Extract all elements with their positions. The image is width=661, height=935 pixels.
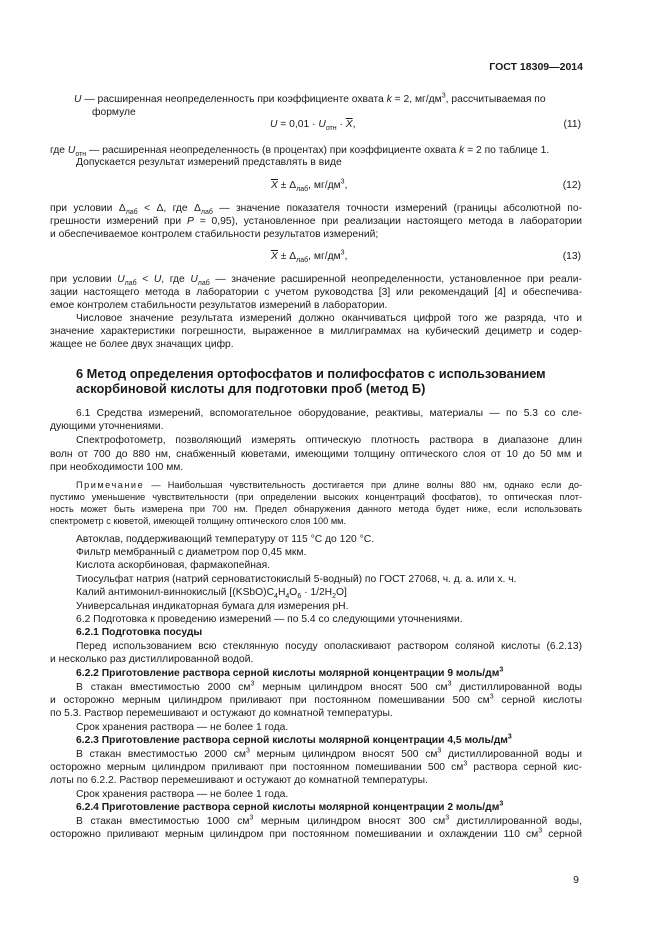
p622-title: 6.2.2 Приготовление раствора серной кислоты молярной концентрации 9 моль/$дм^3$: [76, 666, 504, 679]
filter: Фильтр мембранный с диаметром пор 0,45 мкм.: [76, 547, 307, 558]
section-6-heading-line1: 6 Метод определения ортофосфатов и полифосфатов с использованием: [76, 366, 546, 381]
p624-line2: осторожно приливают мерным цилиндром при постоянном помешивании и охлаждении 110 $см^3$ серной: [50, 827, 582, 840]
p623-line3: лоты по 6.2.2. Раствор перемешивают и остужают до комнатной температуры.: [50, 775, 428, 786]
para-13-line3: емое контролем стабильности результатов измерений в лаборатории.: [50, 300, 388, 311]
p623-storage: Срок хранения раствора — не более 1 года.: [76, 789, 289, 800]
formula-12: $\overline{X} \pm \Delta_{лаб}$, $мг/дм^3$,: [271, 178, 348, 194]
eq-number-12: (12): [562, 180, 581, 191]
p621-line1: Перед использованием всю стеклянную посуду ополаскивают раствором соляной кислоты (6.2.13): [76, 641, 582, 652]
p621-title: 6.2.1 Подготовка посуды: [76, 627, 203, 638]
eq-number-11: (11): [563, 119, 581, 130]
section-6-heading-line2: аскорбиновой кислоты для подготовки проб (метод Б): [76, 381, 426, 396]
p622-storage: Срок хранения раствора — не более 1 года.: [76, 722, 289, 733]
note-line1: Примечание — Наибольшая чувствительность достигается при длине волны 880 нм, однако если до-: [76, 480, 583, 490]
para-12-line2: грешности измерений при P = 0,95), установленное при реализации настоящего метода в лаборатории: [50, 216, 582, 227]
standard-header: ГОСТ 18309—2014: [489, 61, 583, 73]
thiosulfate: Тиосульфат натрия (натрий серноватистокислый 5-водный) по ГОСТ 27068, ч. д. а. или х. ч.: [76, 574, 517, 585]
p623-line1: В стакан вместимостью 2000 $см^3$ мерным цилиндром вносят 500 $см^3$ дистиллированной воды и: [76, 747, 582, 760]
note-line2: пустимо уменьшение чувствительности (при определении высоких концентраций фосфатов), то оптическая плот-: [50, 492, 582, 502]
p624-title: 6.2.4 Приготовление раствора серной кислоты молярной концентрации 2 моль/$дм^3$: [76, 800, 504, 813]
numeric-line3: жащее не более двух значащих цифр.: [50, 339, 234, 350]
u-rel-definition: где $U_{отн}$ — расширенная неопределенность (в процентах) при коэффициенте охвата k = 2 по таблице 1.: [50, 145, 550, 159]
p622-line2: и осторожно мерным цилиндром приливают при постоянном помешивании 500 $см^3$ серной кислоты: [50, 693, 582, 706]
page-number: 9: [573, 874, 579, 886]
para-12-line3: и обеспечиваемое контролем стабильности результатов измерений;: [50, 229, 379, 240]
note-line3: ность может быть измерена при 700 нм. Предел обнаружения данного метода будет ниже, если использовать: [50, 504, 582, 514]
result-note: Допускается результат измерений представлять в виде: [76, 157, 342, 168]
p624-line1: В стакан вместимостью 1000 $см^3$ мерным цилиндром вносят 300 $см^3$ дистиллированной воды,: [76, 814, 582, 827]
p621-line2: и несколько раз дистиллированной водой.: [50, 654, 254, 665]
note-line4: спектрометр с кюветой, имеющей толщину оптического слоя 100 мм.: [50, 516, 347, 526]
antimonyl: Калий антимонил-виннокислый $[(KSbO)C_4H_4O_6 \cdot 1/2H_2O]$: [76, 587, 347, 601]
p623-line2: осторожно мерным цилиндром приливают при постоянном помешивании 500 $см^3$ раствора серной кис-: [50, 760, 582, 773]
ascorbic: Кислота аскорбиновая, фармакопейная.: [76, 560, 271, 571]
spectro-line1: Спектрофотометр, позволяющий измерять оптическую плотность раствора в диапазоне длин: [76, 435, 582, 446]
para-13-line1: при условии $U_{лаб} < U$, где $U_{лаб}$ — значение расширенной неопределенности, установленное при реали-: [50, 274, 582, 288]
eq-number-13: (13): [562, 251, 581, 262]
numeric-line2: значение характеристики погрешности, выраженное в миллиграммах на кубический дециметр и содер-: [50, 326, 582, 337]
p622-line3: по 5.3. Раствор перемешивают и остужают до комнатной температуры.: [50, 708, 393, 719]
u-definition: U — расширенная неопределенность при коэффициенте охвата k = 2, $мг/дм^3$, рассчитываемая по: [74, 92, 546, 105]
autoclave: Автоклав, поддерживающий температуру от 115 °С до 120 °С.: [76, 534, 375, 545]
formula-11: $U = 0,01 \cdot U_{отн} \cdot \overline{X}$,: [270, 119, 356, 133]
p62: 6.2 Подготовка к проведению измерений — по 5.4 со следующими уточнениями.: [76, 614, 463, 625]
spectro-line3: при необходимости 100 мм.: [50, 462, 184, 473]
formula-13: $\overline{X} \pm \Delta_{лаб}$, $мг/дм^3$,: [271, 249, 348, 265]
p622-line1: В стакан вместимостью 2000 $см^3$ мерным цилиндром вносят 500 $см^3$ дистиллированной воды: [76, 680, 582, 693]
p61-line2: дующими уточнениями.: [50, 421, 164, 432]
numeric-line1: Числовое значение результата измерений должно оканчиваться цифрой того же разряда, что и: [76, 313, 582, 324]
para-13-line2: зации настоящего метода в лаборатории с учетом руководства [3] или рекомендаций [4] и обеспечива-: [50, 287, 582, 298]
spectro-line2: волн от 700 до 880 нм, снабженный кюветами, имеющими толщину оптического слоя от 10 до 50 мм и: [50, 449, 582, 460]
para-12-line1: при условии $\Delta_{лаб} < \Delta$, где $\Delta_{лаб}$ — значение показателя точности измерений (границы абсолютной по-: [50, 203, 582, 217]
p623-title: 6.2.3 Приготовление раствора серной кислоты молярной концентрации 4,5 моль/$дм^3$: [76, 733, 512, 746]
p61-line1: 6.1 Средства измерений, вспомогательное оборудование, реактивы, материалы — по 5.3 со сле-: [76, 408, 582, 419]
indicator-paper: Универсальная индикаторная бумага для измерения рН.: [76, 601, 349, 612]
u-definition-cont: формуле: [92, 107, 136, 118]
